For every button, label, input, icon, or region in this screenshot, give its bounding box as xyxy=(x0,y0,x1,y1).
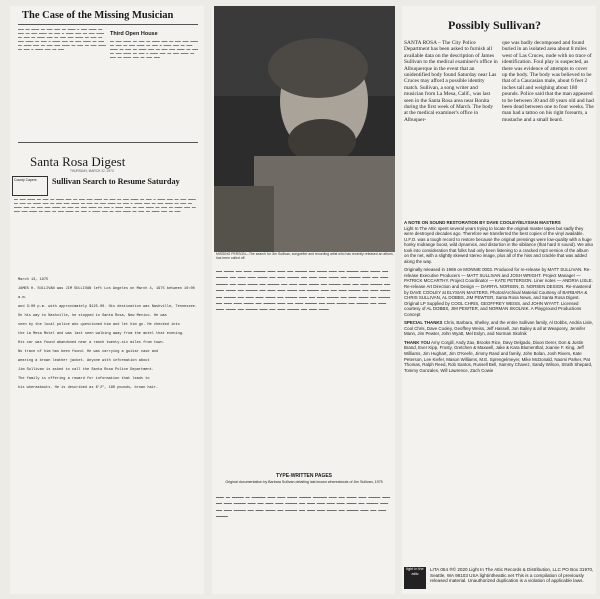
credits-section xyxy=(404,267,594,317)
letter-line: His car was found abandoned near a ranch twenty-six miles from town. xyxy=(18,341,165,345)
article-column-1: SANTA ROSA – The City Police Department has been asked to furnish all available data on the description of James Sullivan to the medical examiner's office in Albuquerque in the event that an unidentified body found Saturday near Las Cruces may afford a possible identity match. Sullivan, a song writer and musician from La Mesa, Calif., was last seen in the Santa Rosa area near Bonita during the first week of March. The body at the medical examiner's office in Albuquer- xyxy=(404,40,498,123)
credits-body: Light In The Attic spent several years trying to locate the original master tapes but sadly they were destroyed decades ago. Therefore we transferred the best copies of the vinyl available. U.F.O. was a tough record to restore because the original pressings were low-quality with a huge honky midrange boost, wild dynamics, and distortion in the sibilance (that hard S sound). We also took into consideration that folks had only been listening to a cracked mp3 version of the album on the net, with a slightly skewed stereo image, plus all of the hiss and crackle that was added along the way. xyxy=(404,225,594,264)
credits-body: Chris, Barbara, Shelley, and the entire Sullivan family, Al Dobbs, Andria Lisle, Cool Chris, Dave Cooley, Geoffrey Weiss, Jeff Hassell, Jon Bailey & all at Weaponry, Jennifer Mann, Jim Pewter, John Wyatt, Mel Eslyn, and Norman Skolnik xyxy=(404,320,594,337)
letter-line: the La Mesa Motel and was last seen walking away from the motel that evening. xyxy=(18,332,185,336)
left-panel xyxy=(10,6,204,594)
letter-date: March 13, 1975 xyxy=(18,278,49,282)
letter-line: and 3:00 p.m. with approximately $125.00. His destination was Nashville, Tennessee. xyxy=(18,305,197,309)
photo-graphic xyxy=(214,6,395,252)
section-rule xyxy=(18,142,198,143)
santa-rosa-digest-masthead: Santa Rosa Digest xyxy=(30,154,126,169)
clipping-text-right: ▬▬ ▬▬▬ ▬▬▬▬ ▬▬ ▬▬▬ ▬▬ ▬▬▬▬ ▬▬▬ ▬▬ ▬▬▬ ▬▬▬ ▬▬▬▬ ▬▬ ▬▬▬ ▬▬ ▬▬▬ ▬▬▬▬ ▬▬ ▬▬▬ ▬ ▬▬▬▬ ▬▬▬ ▬▬ ▬▬▬ ▬▬▬▬ ▬▬ ▬▬▬ ▬▬ ▬▬▬▬ ▬▬▬ ▬▬ ▬▬▬ ▬▬▬ ▬▬▬▬ ▬▬ ▬▬▬ ▬▬ ▬▬▬ ▬▬▬▬ ▬▬ ▬▬▬ ▬ ▬▬▬▬ ▬▬▬ ▬▬ ▬▬▬ ▬▬▬▬ ▬▬ ▬▬▬ ▬▬ ▬▬▬▬ ▬▬▬ ▬▬ ▬▬▬ ▬▬▬ xyxy=(110,40,198,59)
article-column-2: que was badly decomposed and found buried in an isolated area about 8 miles west of Las Cruces, nude with no trace of identification. Foul play is suspected, as there was evidence of attempts to cover up the body. The body was believed to be that of a Caucasian male, about 6 feet 2 inches tall and weighing about 180 pounds. Police said that the man appeared to be between 30 and 40 years old and had been dead between one to four weeks. The man had a tattoo on his right forearm, a mustache and a small beard. xyxy=(502,40,594,123)
credits-body: Originally released in 1969 on MONNIE 0003. Produced for re-release by MATT SULLIVAN. Re-release Executive Producers — MATT SULLIVAN and JOSH WRIGHT. Project Manager — PATRICK MCCARTHY. Project Coordinator — KATE PETERSON. Liner notes — ANDRIA LISLE. Re-release Art Direction and Design — DARRYL NORSEN, D. NORSEN DESIGN. Re-mastered by DAVE COOLEY at ELYSIAN MASTERS. Photos/Archival Material Courtesy of BARBARA & CHRIS SULLIVAN, AL DOBBS, JIM PEWTER, Santa Rosa News, and Santa Rosa Digest. Original LP Supplied by COOL CHRIS, GEOFFREY WEISS, and JOHN WYATT. Licensed courtesy of AL DOBBS, JIM PEWTER, and NORMAN SKOLNIK. A Playground Productions Concept xyxy=(404,267,593,317)
credits-heading: THANK YOU xyxy=(404,339,431,345)
letter-line: Jim Sullivan is asked to call the Santa Rosa Police Department. xyxy=(18,368,154,372)
credits-section xyxy=(404,320,594,337)
typed-letter xyxy=(18,276,200,592)
digest-article-text: ▬▬ ▬▬▬ ▬▬▬▬ ▬▬ ▬▬▬ ▬▬ ▬▬▬▬ ▬▬▬ ▬▬ ▬▬▬ ▬▬▬ ▬▬▬▬ ▬▬ ▬▬▬ ▬▬ ▬▬▬ ▬▬▬▬ ▬▬ ▬▬▬ ▬ ▬▬▬▬ ▬▬▬ ▬▬ ▬▬▬ ▬▬▬▬ ▬▬ ▬▬▬ ▬▬ ▬▬▬▬ ▬▬▬ ▬▬ ▬▬▬ ▬▬▬ ▬▬▬▬ ▬▬ ▬▬▬ ▬▬ ▬▬▬ ▬▬▬▬ ▬▬ ▬▬▬ ▬ ▬▬▬▬ ▬▬▬ ▬▬ ▬▬▬ ▬▬▬▬ ▬▬ ▬▬▬ ▬▬ ▬▬▬▬ ▬▬▬ ▬▬ ▬▬▬ ▬▬▬ ▬▬▬▬ ▬▬ ▬▬▬ ▬▬ ▬▬▬ ▬▬▬▬ ▬▬ ▬▬▬ ▬ ▬▬▬▬ ▬▬▬ ▬▬ ▬▬▬ ▬▬▬▬ ▬▬ ▬▬▬ ▬▬ ▬▬▬▬ ▬▬▬ ▬▬ ▬▬▬ ▬▬▬ ▬▬▬▬ ▬▬ ▬▬▬ ▬▬ ▬▬▬ ▬▬▬▬ ▬▬ ▬▬▬ ▬ ▬▬▬▬ ▬▬▬ ▬▬ ▬▬▬ ▬▬▬▬ ▬▬ ▬▬▬ ▬▬ ▬▬▬▬ ▬▬▬ ▬▬ ▬▬▬ xyxy=(14,198,196,213)
credits-section xyxy=(404,340,594,373)
credits-section xyxy=(404,220,594,264)
missing-musician-headline: The Case of the Missing Musician xyxy=(22,10,174,21)
open-house-headline: Third Open House xyxy=(110,31,158,37)
missing-person-photo xyxy=(214,6,395,252)
possibly-sullivan-title: Possibly Sullivan? xyxy=(448,18,542,32)
credits-heading: SPECIAL THANKS xyxy=(404,320,443,326)
legal-notice: LITA 054 ℗© 2020 Light In The Attic Records & Distribution, LLC PO Box 31970, Seattle, WA 98103 USA lightintheattic.net This is a compilation of previously released material. Unauthorized duplication is a violation of applicable laws. xyxy=(430,567,594,584)
letter-line: wearing a brown leather jacket. Anyone with information about xyxy=(18,359,150,363)
county-capers-box: County Capers xyxy=(12,176,48,196)
typed-page-1: ▬▬▬ ▬▬▬▬▬ ▬▬▬ ▬▬▬▬ ▬▬▬▬▬▬ ▬▬▬▬ ▬▬▬▬ ▬▬▬ ▬▬▬▬▬▬ ▬▬▬ ▬▬▬▬▬ ▬▬▬▬ ▬▬▬ ▬▬▬▬▬▬ ▬▬▬▬ ▬▬▬▬▬ ▬▬▬ ▬▬▬▬▬▬ ▬▬▬ ▬▬▬▬ ▬▬▬▬ ▬▬▬▬▬ ▬▬▬ ▬▬▬▬ ▬▬▬▬▬▬ ▬▬▬ ▬▬▬▬ ▬▬▬▬ ▬▬▬▬▬ ▬▬▬ ▬▬▬▬▬▬ ▬▬▬▬ ▬▬▬ ▬▬▬▬ ▬▬▬▬▬▬ ▬▬▬ ▬▬▬▬ ▬▬▬▬▬ ▬▬▬ ▬▬▬▬▬▬ ▬▬▬ ▬▬▬▬ ▬▬▬▬ ▬▬▬▬▬ ▬▬▬ ▬▬▬▬▬▬ ▬▬▬▬ ▬▬▬ ▬▬▬▬ ▬▬▬▬▬▬ ▬▬▬ ▬▬▬▬ ▬▬▬▬▬ ▬▬▬ ▬▬▬▬▬▬ ▬▬▬ ▬▬▬▬ ▬▬▬▬ ▬▬▬▬▬ ▬▬▬ ▬▬▬▬▬▬ ▬▬▬▬ ▬▬▬ ▬▬▬▬ ▬▬▬▬▬▬ ▬▬▬ ▬▬▬▬ ▬▬▬▬▬ ▬▬▬ ▬▬▬▬▬▬ ▬▬▬ ▬▬▬▬ ▬▬▬▬ ▬▬▬▬▬ ▬▬▬ ▬▬▬▬▬▬ ▬▬▬▬ ▬▬▬ ▬▬▬▬ ▬▬▬▬▬▬ ▬▬▬ ▬▬▬▬ ▬▬▬▬▬ ▬▬▬ ▬▬▬▬▬▬ ▬▬▬ ▬▬▬▬ ▬▬▬▬ ▬▬▬▬▬ ▬▬▬ ▬▬▬▬▬▬ ▬▬▬▬ ▬▬▬ ▬▬▬▬ ▬▬▬▬▬▬ ▬▬▬ ▬▬▬▬ ▬▬▬▬▬ ▬▬▬ ▬▬▬▬▬▬ ▬▬▬ ▬▬▬▬ ▬▬▬▬ ▬▬▬▬▬ ▬▬▬ ▬▬▬▬▬▬ ▬▬▬▬ ▬▬▬ ▬▬▬▬ ▬▬▬▬▬▬ ▬▬▬ ▬▬▬▬ ▬▬▬▬▬ xyxy=(216,269,391,312)
letter-line: The family is offering a reward for information that leads to xyxy=(18,377,150,381)
credits-body: Amy Corgill, Andy Zax, Brooks Rice, Davy Delgado, Dixon Derer, Don & Justin Brand, Ever Kipp, Frosty, Gretchen & Maxwell, Jake & Kara Blumenthal, Joanne F. King, Jeff Williams, Jim Hughart, Jim O'Keefe, Jimmy Rand and family, John Bolan, Josh Rivers, Kate Peterson, Lee Kiefer, Mason Williams, M.E. Sprengelmeyer, Mike McDonald, Naomi Parker, Pat Thomas, Ralph Reed, Rob Santos, Russell Bell, Sammy Chavez, Sandy Wilson, Strath Shepard, Tommy Gonzales, Will Lawrence, Zach Cowie xyxy=(404,339,593,373)
letter-line: No trace of him has been found. He was carrying a guitar case and xyxy=(18,350,159,354)
typed-page-2: ▬▬▬▬ ▬▬ ▬▬▬▬▬▬ ▬▬ ▬▬▬▬▬▬▬ ▬▬▬▬ ▬▬▬▬ ▬▬▬▬▬ ▬▬▬▬▬▬ ▬▬▬▬▬▬▬ ▬▬▬▬ ▬▬▬ ▬▬▬▬▬ ▬▬▬▬ ▬▬▬▬▬▬ ▬▬▬▬ ▬▬▬ ▬▬▬▬ ▬▬▬▬▬▬ ▬▬▬▬ ▬▬▬ ▬▬▬▬ ▬▬▬▬ ▬▬▬▬▬▬ ▬▬▬ ▬▬▬▬ ▬▬▬▬ ▬▬▬▬ ▬▬▬▬ ▬▬▬▬▬ ▬▬▬ ▬▬▬▬▬▬ ▬▬▬▬ ▬▬▬ ▬▬▬▬ ▬▬▬▬▬▬ ▬▬▬ ▬▬▬▬ ▬▬▬▬▬ ▬▬▬ ▬▬▬▬▬▬ ▬▬▬ ▬▬▬▬ ▬▬▬▬ ▬▬▬▬▬ ▬▬▬ ▬▬▬▬▬▬ ▬▬▬▬ ▬▬▬ ▬▬▬▬ ▬▬▬▬▬▬ xyxy=(216,495,391,519)
clipping-text-left: ▬▬▬ ▬▬ ▬▬▬▬ ▬▬ ▬▬▬ ▬▬▬ ▬▬ ▬▬▬▬ ▬ ▬▬▬ ▬▬▬▬ ▬▬ ▬▬▬ ▬▬ ▬▬▬ ▬▬▬▬ ▬▬ ▬▬▬ ▬ ▬▬▬▬ ▬▬▬ ▬▬ ▬▬▬ ▬▬▬▬ ▬▬ ▬▬▬ ▬▬ ▬▬▬▬ ▬▬▬ ▬▬ ▬▬▬ ▬▬▬ ▬▬▬▬ ▬▬ ▬▬▬ ▬▬ ▬▬▬ ▬▬▬▬ ▬▬ ▬▬▬ ▬ ▬▬▬▬ ▬▬▬ ▬▬ ▬▬▬ ▬▬▬▬ ▬▬ ▬▬▬ ▬▬ ▬▬▬▬ ▬▬▬ ▬▬ ▬▬▬ ▬▬▬ ▬▬▬▬ ▬▬ ▬▬▬ ▬▬ ▬▬▬ ▬▬▬▬ ▬▬ ▬▬▬ ▬ ▬▬▬▬ ▬▬▬ ▬▬ ▬▬▬ xyxy=(18,28,106,51)
photo-caption: MISSING PERSON—The search for Jim Sullivan, songwriter and recording artist who has recently released an album, has been called off. xyxy=(216,252,394,261)
typewritten-pages-title: TYPE-WRITTEN PAGES xyxy=(275,473,333,479)
typewritten-pages-caption: Original documentation by Barbara Sullivan detailing last known whereabouts of Jim Sullivan, 1975 xyxy=(225,480,383,484)
light-in-the-attic-logo: light in the attic xyxy=(404,567,426,589)
sullivan-search-headline: Sullivan Search to Resume Saturday xyxy=(52,177,180,186)
masthead-date-strip: THURSDAY, MARCH 22, 1973 xyxy=(70,169,114,173)
headline-rule xyxy=(18,24,198,25)
letter-line: seen by the local police who questioned him and let him go. He checked into xyxy=(18,323,180,327)
credits-heading: A NOTE ON SOUND RESTORATION BY DAVE COOLEY/ELYSIAN MASTERS xyxy=(404,220,561,225)
album-credits xyxy=(404,220,594,373)
letter-line: JAMES H. SULLIVAN was JIM SULLIVAN left Los Angeles on March 4, 1975 between 10:00 a.m. xyxy=(18,287,195,300)
letter-line: his whereabouts. He is described as 6'2", 180 pounds, brown hair. xyxy=(18,386,159,390)
letter-line: On his way to Nashville, he stopped in Santa Rosa, New Mexico. He was xyxy=(18,314,167,318)
